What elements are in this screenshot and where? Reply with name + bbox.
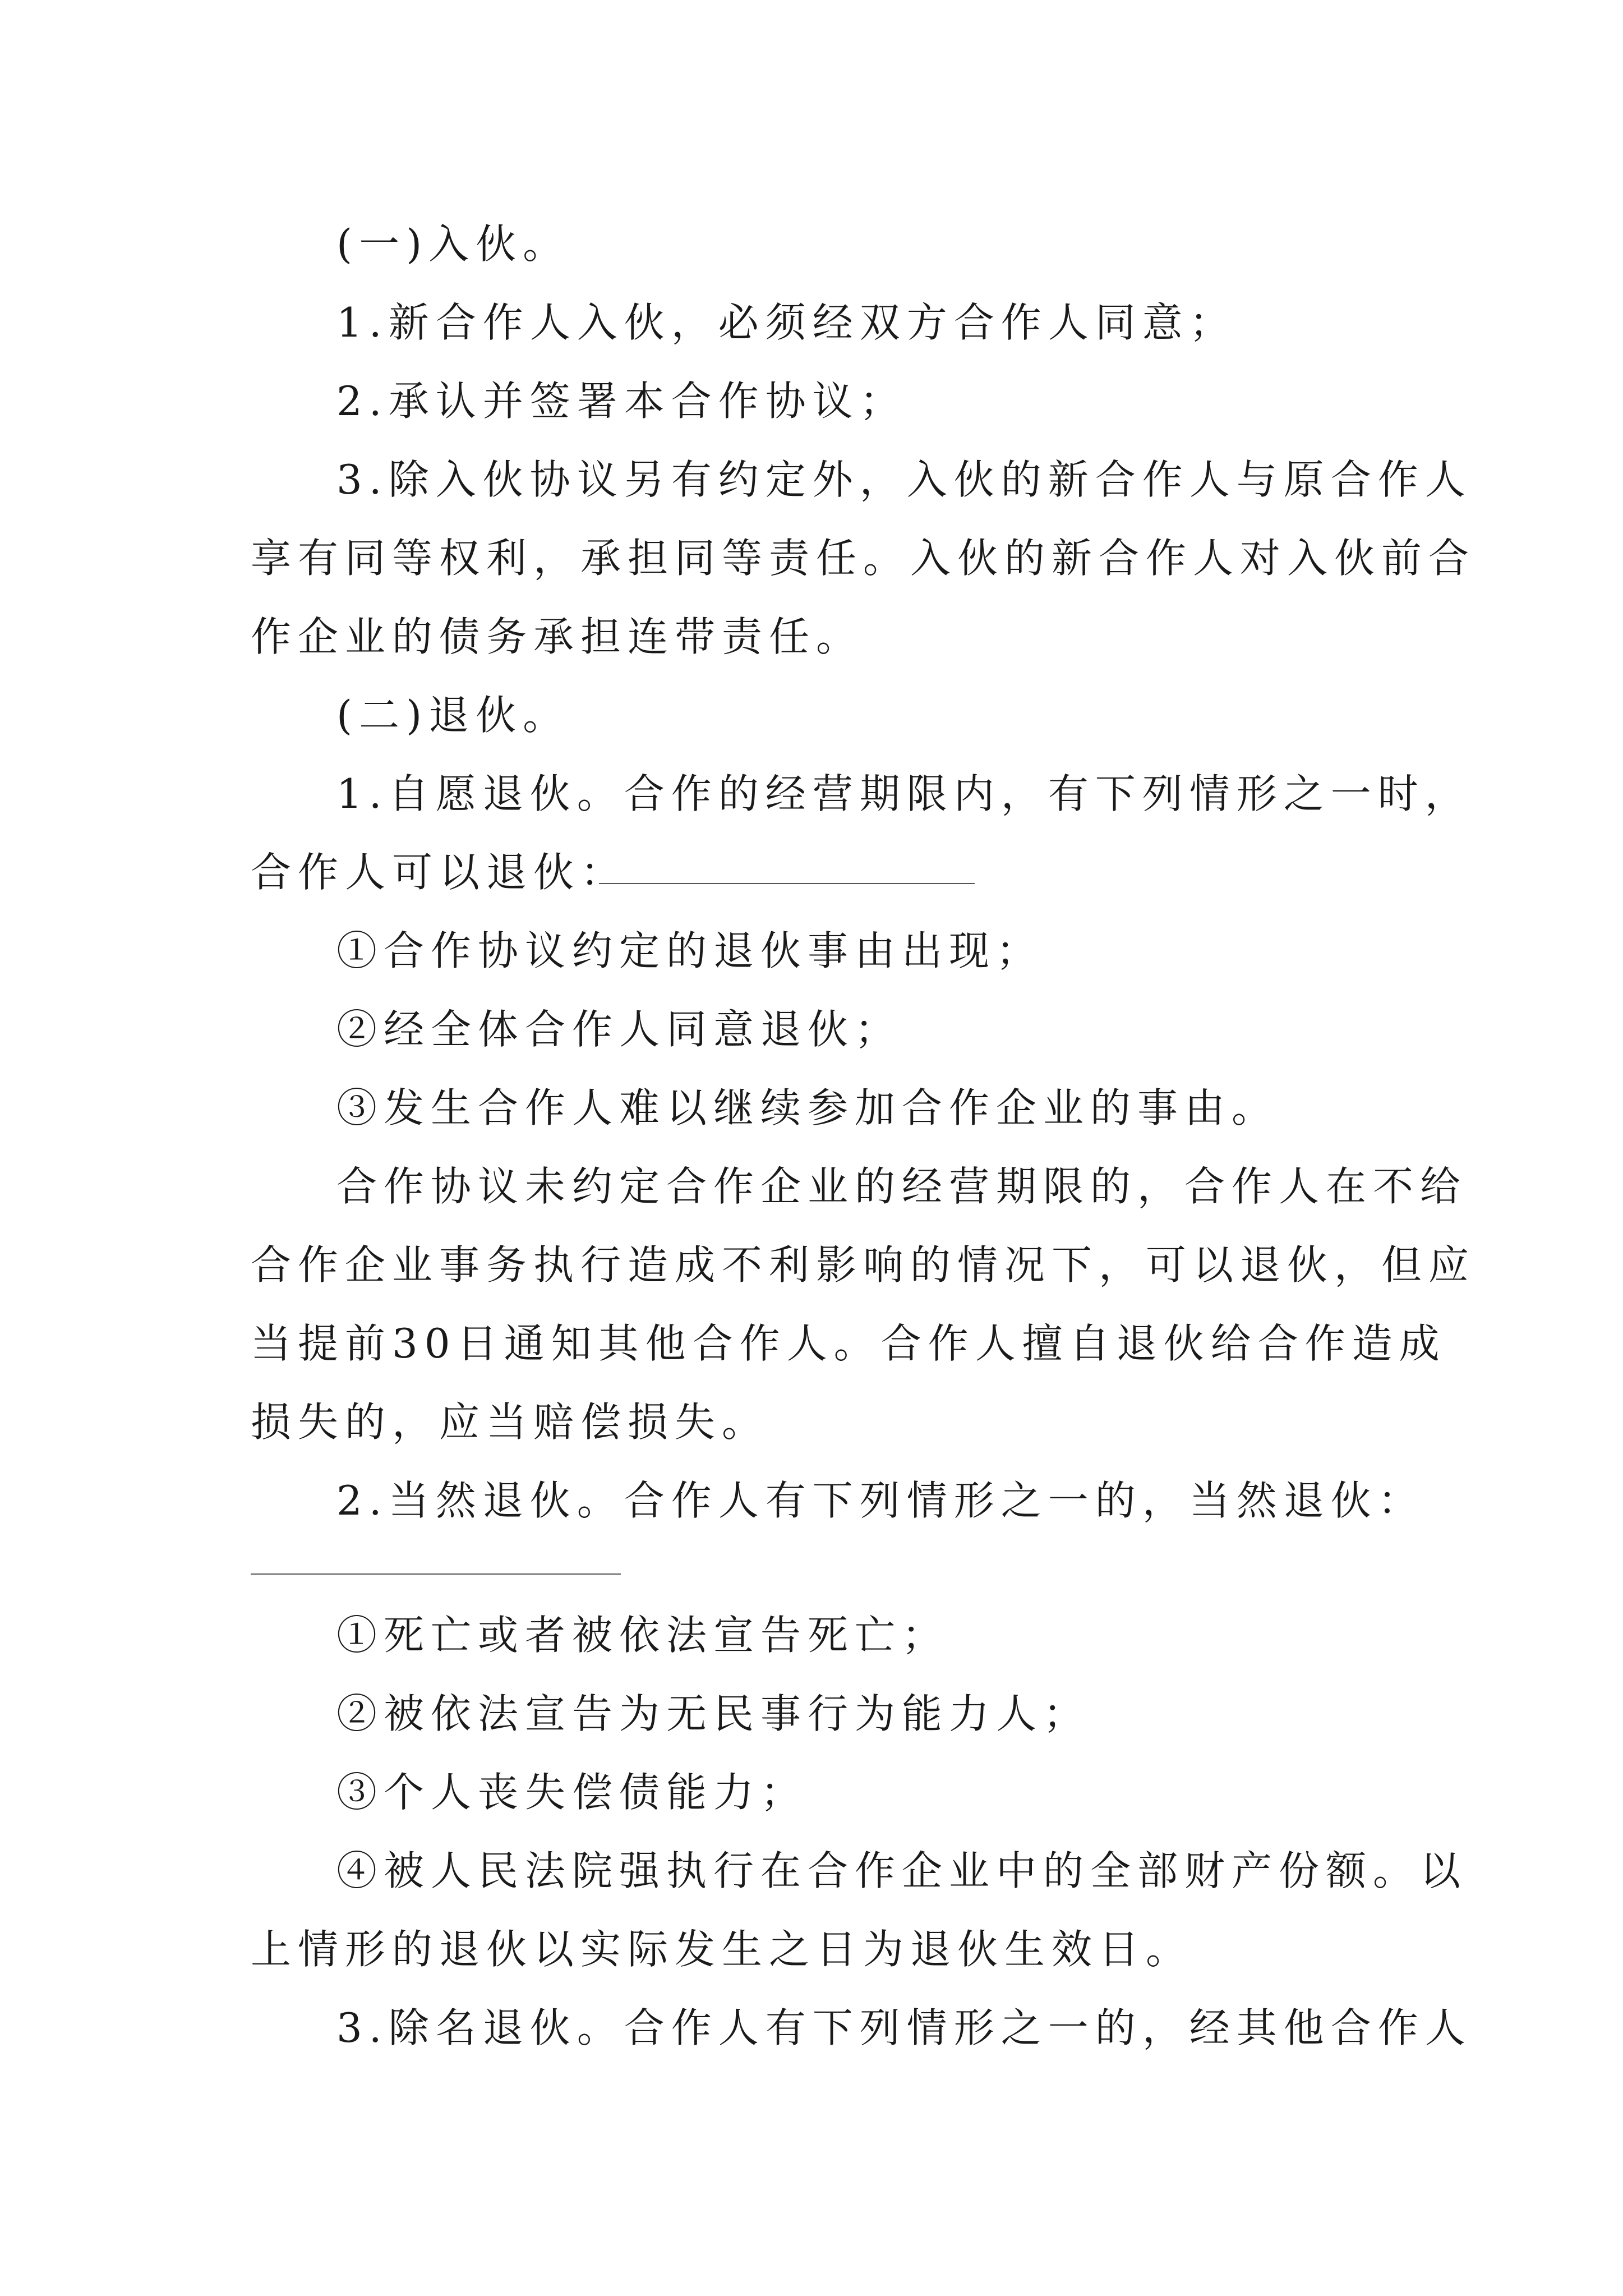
paragraph-line: 2.承认并签署本合作协议； — [336, 378, 907, 425]
paragraph-line: 合作协议未约定合作企业的经营期限的，合作人在不给 — [336, 1163, 1468, 1210]
paragraph-line: 当提前30日通知其他合作人。合作人擅自退伙给合作造成 — [251, 1320, 1446, 1367]
fill-in-blank-line — [251, 1573, 621, 1575]
list-item: ③个人丧失偿债能力； — [336, 1769, 808, 1816]
section-heading-joining: (一)入伙。 — [336, 220, 570, 268]
list-item: ①死亡或者被依法宣告死亡； — [336, 1612, 949, 1659]
list-item: ②被依法宣告为无民事行为能力人； — [336, 1690, 1091, 1737]
paragraph-line: 1.自愿退伙。合作的经营期限内，有下列情形之一时， — [336, 770, 1472, 817]
list-item: ①合作协议约定的退伙事由出现； — [336, 927, 1044, 974]
paragraph-line: 1.新合作人入伙，必须经双方合作人同意； — [336, 299, 1237, 346]
paragraph-line: 3.除入伙协议另有约定外，入伙的新合作人与原合作人 — [336, 456, 1472, 503]
fill-in-blank-line — [599, 883, 975, 884]
paragraph-line: 损失的，应当赔偿损失。 — [251, 1398, 769, 1446]
section-heading-withdrawal: (二)退伙。 — [336, 692, 570, 739]
list-item: ②经全体合作人同意退伙； — [336, 1006, 902, 1053]
paragraph-line: 作企业的债务承担连带责任。 — [251, 613, 864, 660]
paragraph-line: 3.除名退伙。合作人有下列情形之一的，经其他合作人 — [336, 2004, 1472, 2051]
paragraph-line: 上情形的退伙以实际发生之日为退伙生效日。 — [251, 1926, 1193, 1973]
paragraph-line: 合作人可以退伙： — [251, 849, 628, 896]
paragraph-line: 享有同等权利，承担同等责任。入伙的新合作人对入伙前合 — [251, 535, 1476, 582]
paragraph-line: 2.当然退伙。合作人有下列情形之一的，当然退伙： — [336, 1477, 1425, 1524]
list-item: ④被人民法院强执行在合作企业中的全部财产份额。以 — [336, 1847, 1468, 1894]
list-item: ③发生合作人难以继续参加合作企业的事由。 — [336, 1084, 1279, 1131]
paragraph-line: 合作企业事务执行造成不利影响的情况下，可以退伙，但应 — [251, 1241, 1476, 1289]
